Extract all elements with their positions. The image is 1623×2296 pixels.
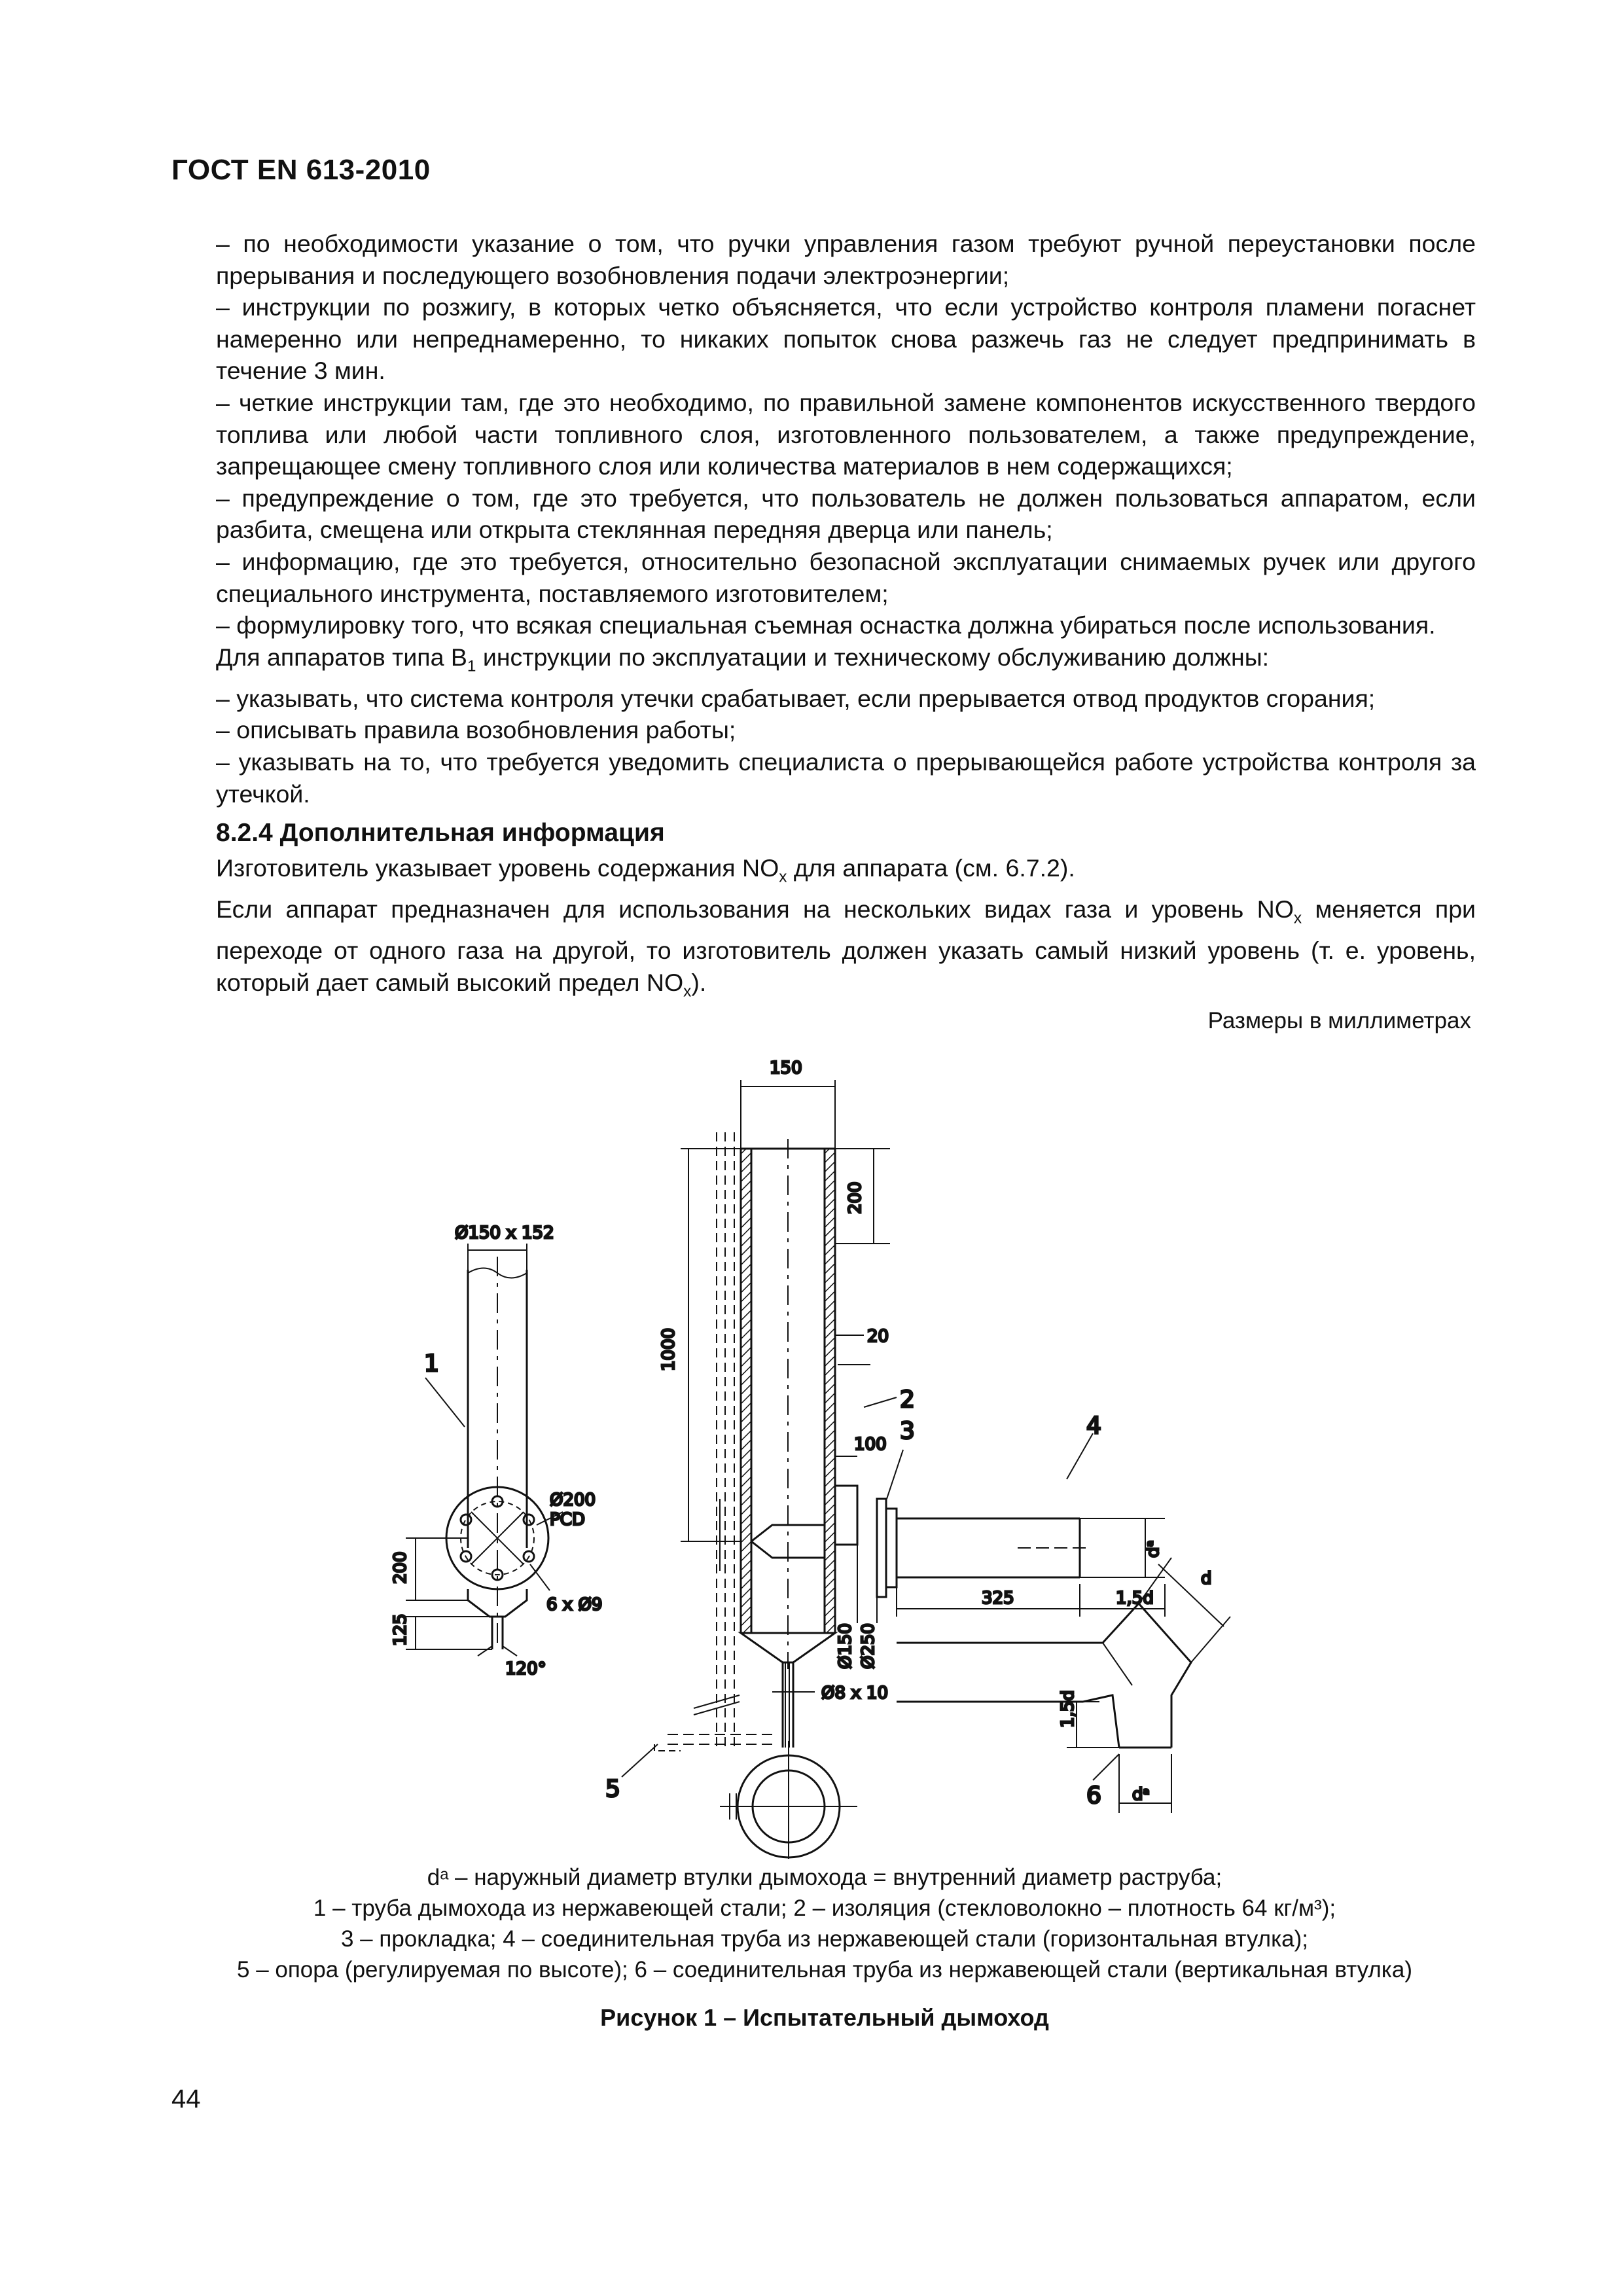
chimney-drawing	[196, 1041, 1472, 1859]
dim-d: d	[1201, 1569, 1212, 1588]
legend-line: dᵃ – наружный диаметр втулки дымохода = внутренний диаметр раструба;	[427, 1865, 1222, 1890]
holes-label: 6 x Ø9	[546, 1595, 603, 1615]
paragraph: – инструкции по розжигу, в которых четко объясняется, что если устройство контроля пламени погаснет намеренно или непреднамеренно, то никаких попыток снова разжечь газ не следует предпринимать в течение 3 мин.	[216, 293, 1476, 385]
pcd-label: PCD	[550, 1510, 585, 1530]
dim-1-5d-b: 1,5d	[1058, 1690, 1078, 1728]
callout-6: 6	[1086, 1782, 1101, 1809]
document-header: ГОСТ EN 613-2010	[171, 154, 431, 186]
dim-150: 150	[770, 1058, 802, 1078]
figure-legend	[183, 1862, 1466, 1985]
dim-1-5d-a: 1,5d	[1116, 1588, 1154, 1608]
callout-5: 5	[605, 1776, 620, 1803]
dim-1000: 1000	[659, 1327, 679, 1371]
paragraph: – четкие инструкции там, где это необходимо, по правильной замене компонентов искусственного твердого топлива или любой части топливного слоя, изготовленного пользователем, а также предупреждение, запрещающее смену топливного слоя или количества материалов в нем содержащихся;	[216, 388, 1476, 480]
legend-line: 3 – прокладка; 4 – соединительная труба из нержавеющей стали (горизонтальная втулка);	[340, 1926, 1308, 1952]
vertical-sleeve	[897, 1604, 1191, 1748]
section-heading: 8.2.4 Дополнительная информация	[216, 819, 665, 848]
dim-200-left: 200	[391, 1551, 410, 1584]
legend-line: 1 – труба дымохода из нержавеющей стали; 2 – изоляция (стекловолокно – плотность 64 кг/м³);	[313, 1895, 1336, 1921]
callout-1: 1	[424, 1350, 439, 1377]
units-note: Размеры в миллиметрах	[1207, 1008, 1471, 1033]
dim-phi250: Ø250	[859, 1623, 878, 1669]
chimney-figure	[196, 1041, 1472, 1859]
bottom-ring	[720, 1741, 857, 1859]
dim-phi200: Ø200	[550, 1490, 596, 1510]
figure-title: Рисунок 1 – Испытательный дымоход	[600, 2004, 1049, 2031]
dim-125: 125	[391, 1613, 410, 1646]
bolt-label: Ø8 x 10	[821, 1683, 889, 1703]
dim-phi150: Ø150	[836, 1623, 855, 1669]
dim-20: 20	[867, 1327, 889, 1346]
horizontal-sleeve	[897, 1518, 1086, 1577]
paragraph: – формулировку того, что всякая специальная съемная оснастка должна убираться после использования.	[216, 611, 1436, 639]
paragraph: – предупреждение о том, где это требуется, что пользователь не должен пользоваться аппаратом, если разбита, смещена или открыта стеклянная передняя дверца или панель;	[216, 484, 1476, 544]
b1-item: – описывать правила возобновления работы;	[216, 716, 736, 744]
b1-intro: Для аппаратов типа $B_1$ инструкции по эксплуатации и техническому обслуживанию должны:	[216, 643, 1270, 675]
dim-100: 100	[854, 1435, 887, 1454]
dim-da-2: dᵃ	[1132, 1785, 1150, 1804]
left-detail	[446, 1257, 548, 1656]
main-dimensions	[681, 1080, 890, 1692]
b1-item: – указывать на то, что требуется уведомить специалиста о прерывающейся работе устройства контроля за утечкой.	[216, 748, 1476, 808]
left-dimensions	[406, 1244, 563, 1649]
callout-2: 2	[900, 1386, 915, 1413]
paragraph: – по необходимости указание о том, что ручки управления газом требуют ручной переустановки после прерывания и последующего возобновления подачи электроэнергии;	[216, 230, 1476, 289]
dim-200-top: 200	[846, 1181, 865, 1214]
dim-da-1: dᵃ	[1143, 1540, 1163, 1558]
dim-phi150x152: Ø150 x 152	[455, 1223, 554, 1243]
callout-4: 4	[1086, 1412, 1101, 1439]
angle-120: 120°	[505, 1659, 546, 1679]
dim-325: 325	[982, 1588, 1014, 1608]
callout-3: 3	[900, 1418, 915, 1444]
section-paragraph: Изготовитель указывает уровень содержания $NO_x$ для аппарата (см. 6.7.2).	[216, 853, 1075, 886]
section-paragraph: Если аппарат предназначен для использования на нескольких видах газа и уровень $NO_x$ меняется при переходе от одного газа на другой, то изготовитель должен указать самый низкий уровень (т. е. уровень, который дает самый высокий предел $NO_x$).	[216, 895, 1476, 1001]
paragraph: – информацию, где это требуется, относительно безопасной эксплуатации снимаемых ручек или другого специального инструмента, поставляемого изготовителем;	[216, 547, 1476, 607]
page-number: 44	[171, 2085, 201, 2113]
body-text	[216, 228, 1476, 1008]
legend-line: 5 – опора (регулируемая по высоте); 6 – соединительная труба из нержавеющей стали (вертикальная втулка)	[237, 1957, 1412, 1982]
b1-item: – указывать, что система контроля утечки срабатывает, если прерывается отвод продуктов сгорания;	[216, 684, 1376, 712]
